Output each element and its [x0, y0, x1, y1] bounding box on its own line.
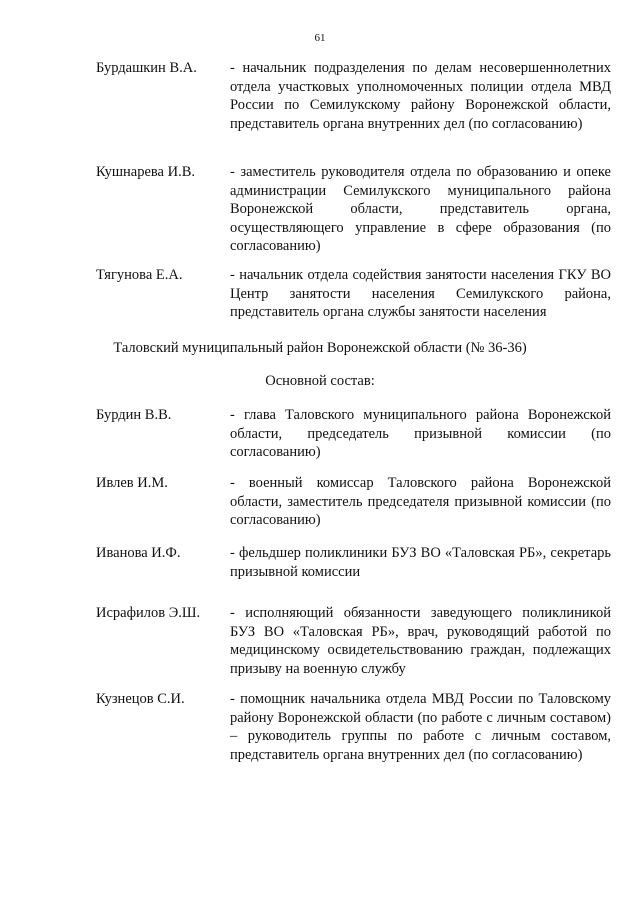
- member-description: - исполняющий обязанности заведующего поликлиникой БУЗ ВО «Таловская РБ», врач, руководящий работой по медицинскому освидетельствованию граждан, подлежащих призыву на военную службу: [230, 605, 611, 677]
- member-description: - глава Таловского муниципального района Воронежской области, председатель призывной комиссии (по согласованию): [230, 407, 611, 460]
- member-name: Бурдин В.В.: [96, 407, 172, 423]
- member-name: Кушнарева И.В.: [96, 164, 195, 180]
- member-description: - заместитель руководителя отдела по образованию и опеке администрации Семилукского муниципального района Воронежской области, представитель органа, осуществляющего управление в сфере образования (по согласованию): [230, 164, 611, 254]
- member-name: Кузнецов С.И.: [96, 691, 185, 707]
- member-description: - фельдшер поликлиники БУЗ ВО «Таловская РБ», секретарь призывной комиссии: [230, 545, 611, 580]
- member-description: - начальник отдела содействия занятости населения ГКУ ВО Центр занятости населения Семилукского района, представитель органа службы занятости населения: [230, 267, 611, 320]
- member-name: Ивлев И.М.: [96, 475, 168, 491]
- member-name: Тягунова Е.А.: [96, 267, 183, 283]
- district-title: Таловский муниципальный район Воронежской области (№ 36-36): [113, 340, 527, 356]
- member-name: Бурдашкин В.А.: [96, 60, 197, 76]
- member-description: - помощник начальника отдела МВД России по Таловскому району Воронежской области (по работе с личным составом) – руководитель группы по работе с личным составом, представитель органа внутренних дел (по согласованию): [230, 691, 611, 763]
- member-name: Исрафилов Э.Ш.: [96, 605, 201, 621]
- composition-title: Основной состав:: [265, 373, 375, 389]
- member-name: Иванова И.Ф.: [96, 545, 181, 561]
- page-number: 61: [314, 32, 326, 44]
- member-description: - военный комиссар Таловского района Воронежской области, заместитель председателя призывной комиссии (по согласованию): [230, 475, 611, 528]
- member-description: - начальник подразделения по делам несовершеннолетних отдела участковых уполномоченных полиции отдела МВД России по Семилукскому району Воронежской области, представитель органа внутренних дел (по согласованию): [230, 60, 611, 132]
